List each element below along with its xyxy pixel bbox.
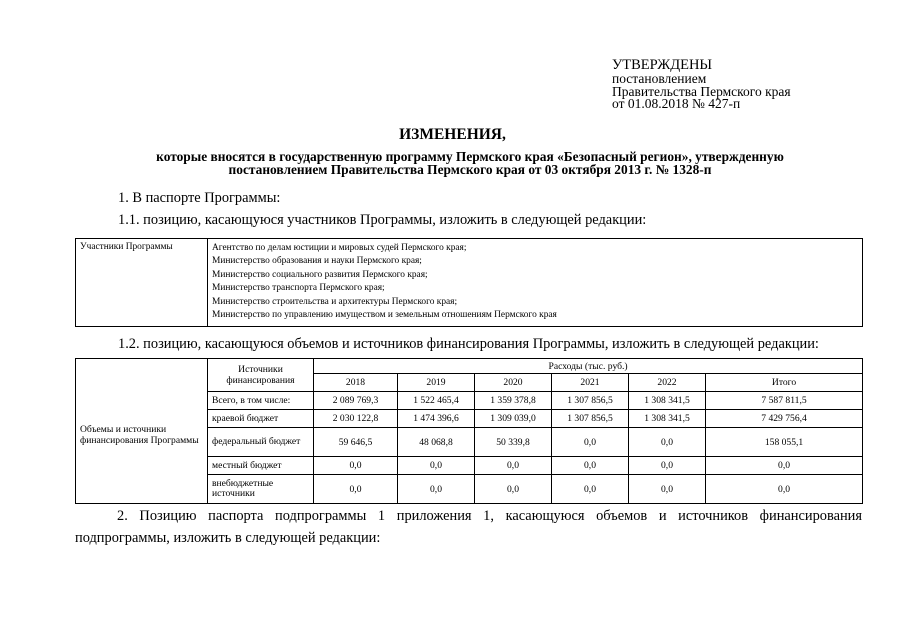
- value-cell: 0,0: [475, 457, 552, 475]
- document-subtitle: [60, 150, 880, 176]
- approval-line-1: постановлением: [612, 71, 707, 86]
- list-item: Министерство транспорта Пермского края;: [212, 283, 385, 294]
- item-2-text: 2. Позицию паспорта подпрограммы 1 приложения 1, касающуюся объемов и источников финансирования подпрограммы, изложить в следующей редакции:: [75, 508, 862, 546]
- value-cell: 0,0: [398, 457, 475, 475]
- finance-table: [75, 358, 863, 504]
- value-cell: 7 429 756,4: [706, 410, 863, 428]
- value-cell: 1 474 396,6: [398, 410, 475, 428]
- value-cell: 0,0: [475, 475, 552, 504]
- source-cell: местный бюджет: [208, 457, 314, 475]
- value-cell: 0,0: [552, 428, 629, 457]
- source-cell: краевой бюджет: [208, 410, 314, 428]
- column-header: 2022: [629, 374, 706, 392]
- subtitle-line-2: постановлением Правительства Пермского края от 03 октября 2013 г. № 1328-п: [228, 162, 712, 177]
- source-cell: федеральный бюджет: [208, 428, 314, 457]
- item-2: [75, 505, 862, 549]
- value-cell: 1 307 856,5: [552, 392, 629, 410]
- approval-line-3: от 01.08.2018 № 427-п: [612, 96, 741, 111]
- column-header: Итого: [706, 374, 863, 392]
- value-cell: 50 339,8: [475, 428, 552, 457]
- value-cell: 0,0: [552, 457, 629, 475]
- item-1-1: 1.1. позицию, касающуюся участников Программы, изложить в следующей редакции:: [118, 212, 647, 228]
- value-cell: 0,0: [629, 475, 706, 504]
- participants-list: [208, 239, 863, 327]
- value-cell: 0,0: [706, 475, 863, 504]
- list-item: Министерство по управлению имуществом и земельным отношениям Пермского края: [212, 310, 557, 321]
- approval-block: [612, 58, 852, 111]
- finance-row-label: Объемы и источники финансирования Программы: [76, 359, 208, 504]
- value-cell: 59 646,5: [314, 428, 398, 457]
- approval-heading: УТВЕРЖДЕНЫ: [612, 57, 713, 73]
- value-cell: 0,0: [629, 457, 706, 475]
- item-1: 1. В паспорте Программы:: [118, 190, 281, 206]
- source-cell: внебюджетные источники: [208, 475, 314, 504]
- value-cell: 0,0: [398, 475, 475, 504]
- value-cell: 158 055,1: [706, 428, 863, 457]
- column-header: 2019: [398, 374, 475, 392]
- value-cell: 0,0: [706, 457, 863, 475]
- expenses-header: Расходы (тыс. руб.): [314, 359, 863, 374]
- column-header: 2020: [475, 374, 552, 392]
- participants-table: [75, 238, 863, 327]
- value-cell: 1 308 341,5: [629, 392, 706, 410]
- value-cell: 0,0: [314, 475, 398, 504]
- list-item: Министерство образования и науки Пермского края;: [212, 256, 422, 267]
- source-cell: Всего, в том числе:: [208, 392, 314, 410]
- value-cell: 7 587 811,5: [706, 392, 863, 410]
- item-1-2: 1.2. позицию, касающуюся объемов и источников финансирования Программы, изложить в следующей редакции:: [118, 336, 819, 352]
- table-row: [76, 239, 863, 327]
- value-cell: 0,0: [552, 475, 629, 504]
- table-row: [76, 359, 863, 374]
- value-cell: 2 030 122,8: [314, 410, 398, 428]
- list-item: Министерство социального развития Пермского края;: [212, 269, 428, 280]
- value-cell: 1 359 378,8: [475, 392, 552, 410]
- value-cell: 1 307 856,5: [552, 410, 629, 428]
- list-item: Агентство по делам юстиции и мировых судей Пермского края;: [212, 243, 467, 253]
- value-cell: 1 522 465,4: [398, 392, 475, 410]
- value-cell: 0,0: [314, 457, 398, 475]
- sources-header: Источники финансирования: [208, 359, 314, 392]
- approval-line-2: Правительства Пермского края: [612, 83, 791, 99]
- subtitle-line-1: которые вносятся в государственную программу Пермского края «Безопасный регион», утвержденную: [156, 149, 784, 164]
- list-item: Министерство строительства и архитектуры Пермского края;: [212, 296, 458, 307]
- column-header: 2021: [552, 374, 629, 392]
- value-cell: 0,0: [629, 428, 706, 457]
- value-cell: 48 068,8: [398, 428, 475, 457]
- participants-label: Участники Программы: [76, 239, 208, 327]
- value-cell: 1 308 341,5: [629, 410, 706, 428]
- value-cell: 2 089 769,3: [314, 392, 398, 410]
- value-cell: 1 309 039,0: [475, 410, 552, 428]
- column-header: 2018: [314, 374, 398, 392]
- document-title: ИЗМЕНЕНИЯ,: [399, 126, 506, 143]
